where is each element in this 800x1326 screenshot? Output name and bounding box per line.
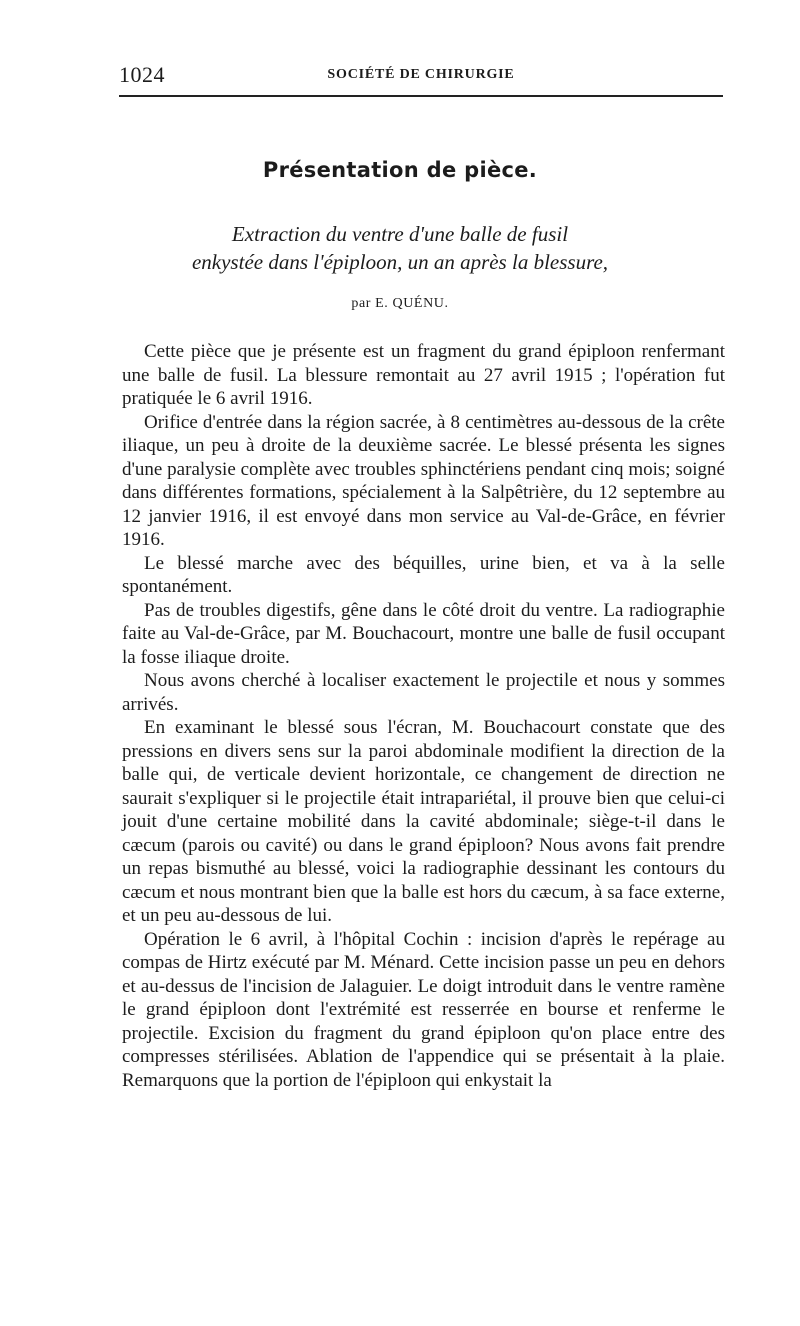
paragraph: Cette pièce que je présente est un fragment du grand épiploon renfermant une balle de fusil. La blessure remontait au 27 avril 1915 ; l'opération fut pratiquée le 6 avril 1916.: [122, 341, 725, 409]
paragraph: Le blessé marche avec des béquilles, urine bien, et va à la selle spontanément.: [122, 552, 725, 597]
article-title-line-1: Extraction du ventre d'une balle de fusil: [231, 222, 569, 246]
page-header: [119, 62, 723, 98]
byline: par E. QUÉNU.: [351, 296, 449, 311]
section-title: Présentation de pièce.: [262, 158, 538, 182]
page-number: 1024: [119, 62, 165, 87]
paragraph: Opération le 6 avril, à l'hôpital Cochin : incision d'après le repérage au compas de Hirtz exécuté par M. Ménard. Cette incision passe un peu en dehors et au-dessus de l'incision de Jalaguier. Le doigt introduit dans le ventre ramène le grand épiploon dont l'extrémité est resserrée en bourse et renferme le projectile. Excision du fragment du grand épiploon qu'on place entre des compresses stérilisées. Ablation de l'appendice qui se présentait à la plaie. Remarquons que la portion de l'épiploon qui enkystait la: [122, 928, 725, 1091]
paragraph: Nous avons cherché à localiser exactement le projectile et nous y sommes arrivés.: [122, 670, 725, 715]
paragraph: Orifice d'entrée dans la région sacrée, à 8 centimètres au-dessous de la crête iliaque, un peu à droite de la deuxième sacrée. Le blessé présenta les signes d'une paralysie complète avec troubles sphinctériens pendant cinq mois; soigné dans différentes formations, spécialement à la Salpêtrière, du 12 septembre au 12 janvier 1916, il est envoyé dans mon service au Val-de-Grâce, en février 1916.: [122, 411, 725, 550]
article-body: [122, 340, 725, 1092]
article-title-line-2: enkystée dans l'épiploon, un an après la blessure,: [191, 250, 609, 274]
paragraph: Pas de troubles digestifs, gêne dans le côté droit du ventre. La radiographie faite au Val-de-Grâce, par M. Bouchacourt, montre une balle de fusil occupant la fosse iliaque droite.: [122, 599, 725, 668]
article-title: [0, 220, 800, 276]
header-rule: [119, 95, 723, 97]
paragraph: En examinant le blessé sous l'écran, M. Bouchacourt constate que des pressions en divers sens sur la paroi abdominale modifient la direction de la balle qui, de verticale devient horizontale, ce changement de direction ne saurait s'expliquer si le projectile était intrapariétal, il prouve bien que celui-ci jouit d'une certaine mobilité dans la cavité abdominale; siège-t-il dans le cæcum (parois ou cavité) ou dans le grand épiploon? Nous avons fait prendre un repas bismuthé au blessé, voici la radiographie dessinant les contours du cæcum et nous montrant bien que la balle est hors du cæcum, à sa face externe, et un peu au-dessous de lui.: [122, 717, 725, 926]
running-title: SOCIÉTÉ DE CHIRURGIE: [327, 67, 515, 82]
